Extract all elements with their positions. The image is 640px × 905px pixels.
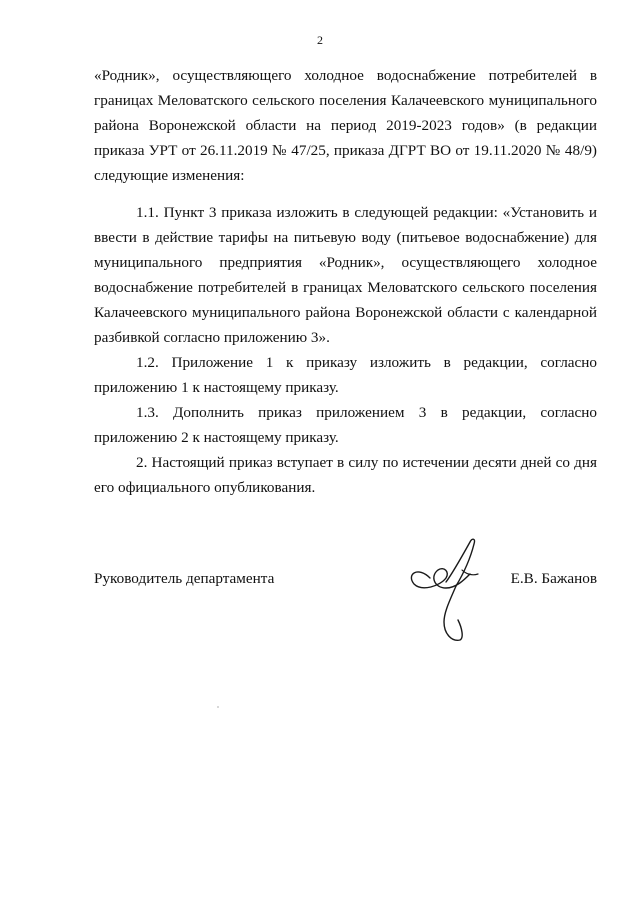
document-body: [94, 63, 597, 500]
handwritten-signature: [400, 530, 500, 650]
page-number: 2: [317, 33, 323, 47]
scan-speck: [217, 706, 219, 708]
paragraph-item-1-3: 1.3. Дополнить приказ приложением 3 в редакции, согласно приложению 2 к настоящему приказу.: [94, 404, 597, 446]
paragraph-item-2: 2. Настоящий приказ вступает в силу по истечении десяти дней со дня его официального опубликования.: [94, 454, 597, 496]
paragraph-item-1-1: 1.1. Пункт 3 приказа изложить в следующей редакции: «Установить и ввести в действие тарифы на питьевую воду (питьевое водоснабжение) для муниципального предприятия «Родник», осуществляющего холодное водоснабжение потребителей в границах Мeловатского сельского поселения Калачеевского муниципального района Воронежской области с календарной разбивкой согласно приложению 3».: [94, 204, 597, 346]
signatory-position: Руководитель департамента: [94, 570, 275, 587]
paragraph-item-1-2: 1.2. Приложение 1 к приказу изложить в редакции, согласно приложению 1 к настоящему приказу.: [94, 354, 597, 396]
signatory-name: Е.В. Бажанов: [510, 570, 597, 587]
paragraph-intro-continuation: «Родник», осуществляющего холодное водоснабжение потребителей в границах Мeловатского сельского поселения Калачеевского муниципального района Воронежской области на период 2019-2023 годов» (в редакции приказа УРТ от 26.11.2019 № 47/25, приказа ДГРТ ВО от 19.11.2020 № 48/9) следующие изменения:: [94, 67, 597, 184]
